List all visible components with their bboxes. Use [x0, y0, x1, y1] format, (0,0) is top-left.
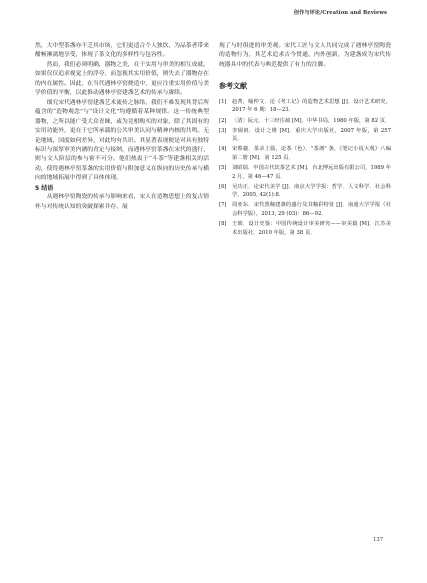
- reference-text: 李砚祖．设计之维 [M]．重庆大学出版社，2007 年版，第 257 页．: [232, 127, 391, 143]
- references-list: [219, 98, 391, 237]
- reference-item: [219, 220, 391, 237]
- reference-text: 吴功正．论宋代美学 [J]．南京大学学报：哲学．人文科学．社会科学，2005, 42(1):8．: [232, 183, 391, 199]
- left-column: [35, 42, 209, 212]
- reference-item: [219, 117, 391, 126]
- reference-item: [219, 201, 391, 218]
- body-paragraph: 现了与时俱进的审美观。宋代工匠与文人共同完成了遇林亭窑陶瓷的造物行为，其艺术追求古今贯通，内外创新，为建盏成为宋代传统器具中的代表与典范提供了有力的注脚。: [219, 43, 391, 68]
- reference-number: [8]: [219, 221, 227, 228]
- reference-text: 〔清〕阮元．十三经注疏 [M]．中华书局，1980 年版，第 82 页．: [232, 117, 391, 124]
- reference-item: [219, 145, 391, 162]
- section-heading-conclusion: 5 结语: [35, 184, 54, 192]
- reference-item: [219, 98, 391, 115]
- reference-number: [3]: [219, 127, 227, 134]
- body-paragraph: 细究宋代遇林亭窑建盏艺术流传之脉络，我们不难发现其背后所蕴含的“造物观念”与“设计文化”均遵循着某种规律。这一传统典型器物，之所以能广受大众青睐，或为竞相购买的对象，除了其固有的实用功能外，更在于它所承载的公共审美认同与精神内核的共鸣。无论地域、国度如何差异，对此均有共识。其显著表现便是对具有独特标识与深厚审美内涵的青定与接纳，而遇林亭窑茶盏在宋代的盛行，则与文人阶层的参与密不可分。他们热衷于“斗茶”等建盏相关的活动，使得遇林亭窑茶盏的实用价值与附加意义在纵向的历史传承与横向的地域拓展中得到了具体体现。: [35, 99, 209, 182]
- reference-text: 刘昭瑞．中国古代饮茶艺术 [M]．台北博远出版有限公司，1989 年 2 月，第 46—47 页．: [232, 164, 391, 180]
- body-paragraph: 从遇林亭窑陶瓷的传承与影响来看，宋人在造物思想上的复古情怀与对传统认知的突破探索并存，展: [35, 194, 209, 210]
- reference-number: [6]: [219, 183, 227, 190]
- body-paragraph: 然而，我们必须明确，器物之美，在于实用与审美的相互成就。如果仅仅追求视觉上的浮夸，而忽视其实用价值，则失去了器物存在的内在属性。因此，在当代遇林亭窑烧造中，更应注重实用价值与美学价值的平衡，以此推动遇林亭窑建盏艺术的传承与赓续。: [35, 61, 209, 97]
- references-heading: 参考文献: [219, 82, 247, 91]
- reference-item: [219, 127, 391, 144]
- reference-number: [5]: [219, 164, 227, 171]
- body-paragraph: 然，大中型茶盏亦不乏其市场，它们更适合个人独饮，为品茶者带来酣畅淋漓地享受，体现了茶文化的多样性与包容性。: [35, 43, 209, 59]
- reference-text: 周亚东．宋代黑釉建盏的盛行及其釉彩特征 [J]．南通大学学报（社会科学版），2013, 29 (03)：86—92．: [232, 202, 391, 217]
- reference-number: [2]: [219, 117, 227, 124]
- reference-number: [4]: [219, 146, 227, 153]
- page-number: 137: [373, 537, 383, 543]
- reference-text: 宋蔡襄．茶录上篇，论茶（色）．"茶盏" 条，《笔记小说大观》八编第二册 [M]．第 125 页．: [232, 146, 391, 161]
- reference-text: 王琥．设计史鉴：中国传统设计审美研究——审美篇 [M]．江苏美术出版社，2010 年版，第 38 页．: [232, 221, 391, 236]
- reference-number: [7]: [219, 202, 227, 209]
- reference-item: [219, 164, 391, 181]
- reference-item: [219, 183, 391, 200]
- running-header: 创作与评论/Creation and Reviews: [293, 10, 387, 16]
- reference-text: 赵菁，喻仲文．论《考工记》的造物艺术思想 [J]．设计艺术研究，2017 年 6 期：18—23．: [232, 98, 391, 114]
- reference-number: [1]: [219, 98, 227, 105]
- right-column: [219, 42, 391, 239]
